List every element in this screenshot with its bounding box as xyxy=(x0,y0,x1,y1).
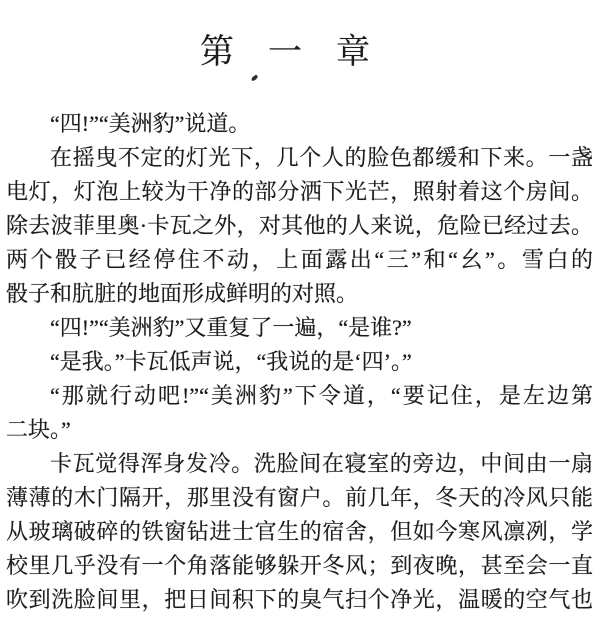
text-line: 校里几乎没有一个角落能够躲开冬风；到夜晚，甚至会一直 xyxy=(6,553,593,578)
text-line: 电灯，灯泡上较为干净的部分洒下光芒，照射着这个房间。 xyxy=(6,179,593,204)
text-line: 两个骰子已经停住不动，上面露出“三”和“幺”。雪白的 xyxy=(6,247,593,272)
text-line: 除去波菲里奥·卡瓦之外，对其他的人来说，危险已经过去。 xyxy=(6,213,593,238)
text-line: 在摇曳不定的灯光下，几个人的脸色都缓和下来。一盏 xyxy=(50,145,593,170)
chapter-title: 第 一 章 xyxy=(200,34,370,71)
text-line: 从玻璃破碎的铁窗钻进士官生的宿舍，但如今寒风凛冽，学 xyxy=(6,519,593,544)
text-line: 卡瓦觉得浑身发冷。洗脸间在寝室的旁边，中间由一扇 xyxy=(50,451,593,476)
text-line: 二块。” xyxy=(6,417,71,442)
text-line: “那就行动吧!”“美洲豹”下令道，“要记住，是左边第 xyxy=(50,383,593,408)
text-line: “是我。”卡瓦低声说，“我说的是‘四’。” xyxy=(50,349,412,374)
text-line: “四!”“美洲豹”说道。 xyxy=(50,111,251,136)
text-line: 骰子和肮脏的地面形成鲜明的对照。 xyxy=(6,281,359,306)
text-line: “四!”“美洲豹”又重复了一遍，“是谁?” xyxy=(50,315,412,340)
body-text xyxy=(6,107,593,617)
ink-speck xyxy=(250,74,258,81)
text-line: 薄薄的木门隔开，那里没有窗户。前几年，冬天的冷风只能 xyxy=(6,485,593,510)
text-line: 吹到洗脸间里，把日间积下的臭气扫个净光，温暖的空气也 xyxy=(6,587,593,612)
